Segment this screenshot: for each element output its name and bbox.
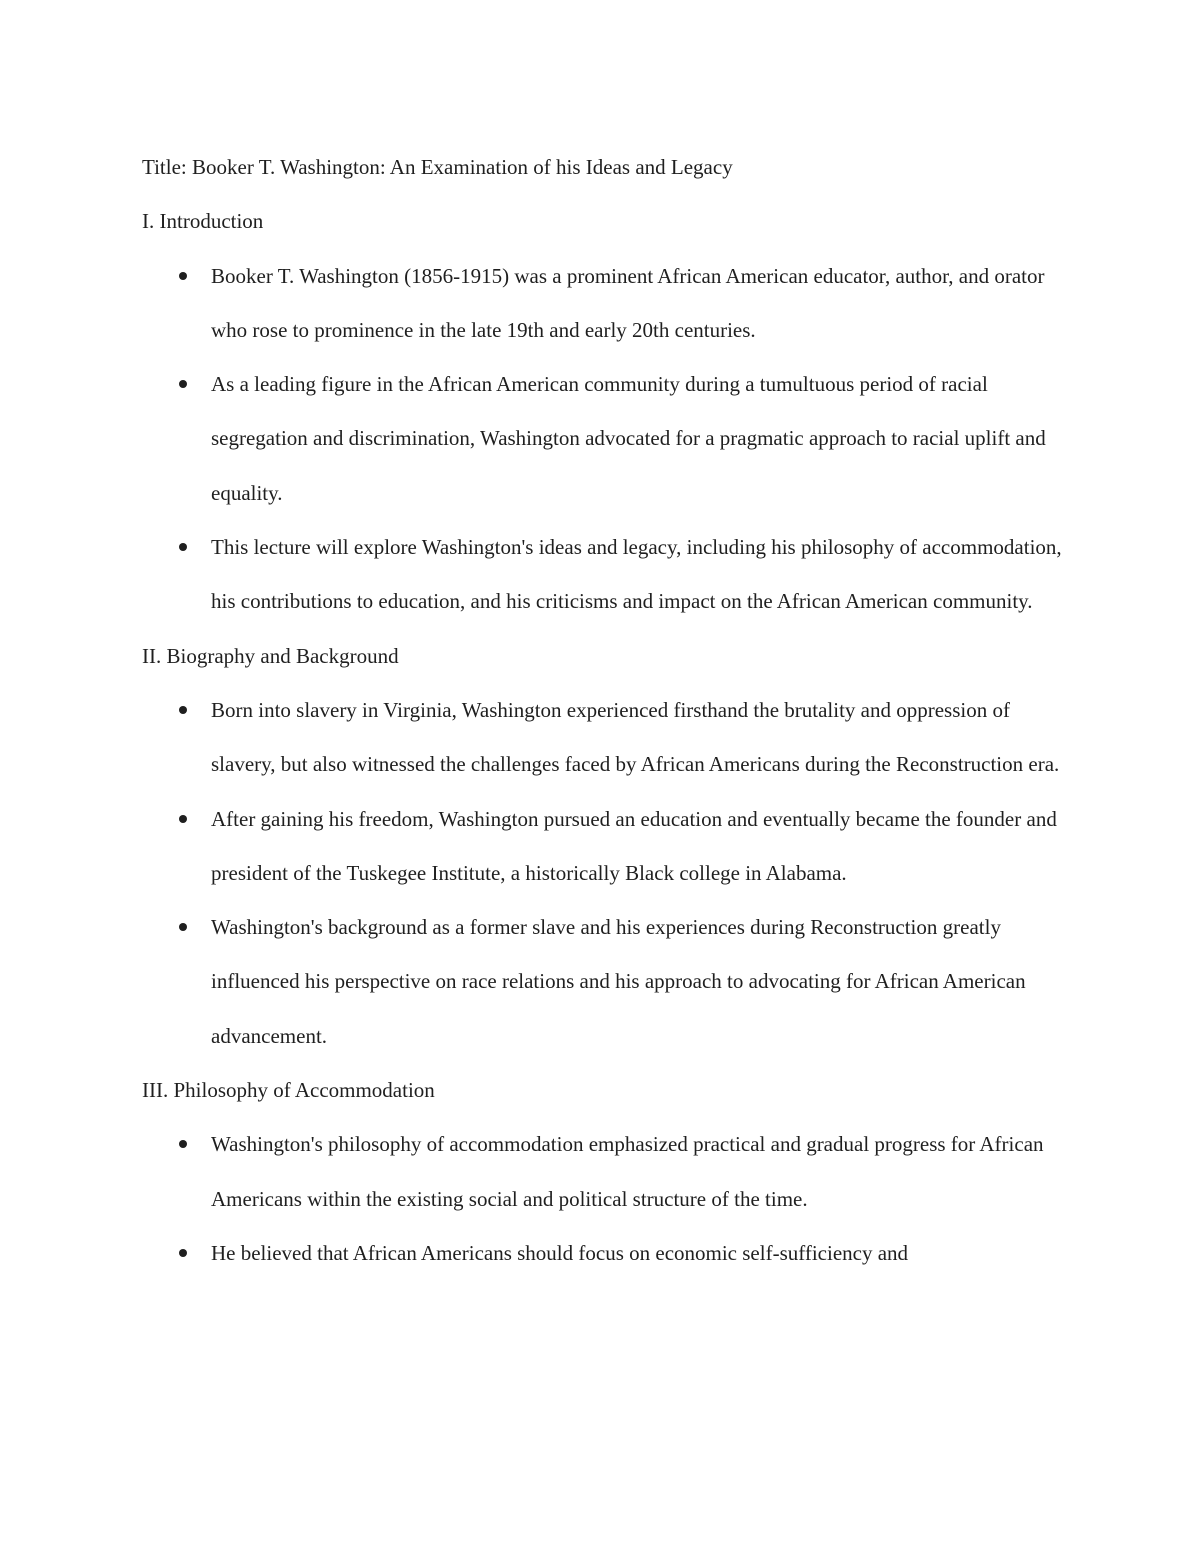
bullet-icon	[179, 543, 187, 551]
list-item-text: As a leading figure in the African American community during a tumultuous period of racial segregation and discrimination, Washington advocated for a pragmatic approach to racial uplift and equality.	[211, 372, 1046, 505]
list-item-text: Washington's background as a former slave and his experiences during Reconstruction greatly influenced his perspective on race relations and his approach to advocating for African American advancement.	[211, 915, 1026, 1048]
bullet-icon	[179, 272, 187, 280]
section-biography	[142, 629, 1062, 1063]
bullet-icon	[179, 815, 187, 823]
bullet-list	[142, 683, 1062, 1063]
list-item	[142, 1226, 1062, 1280]
list-item	[142, 1117, 1062, 1226]
list-item-text: After gaining his freedom, Washington pursued an education and eventually became the founder and president of the Tuskegee Institute, a historically Black college in Alabama.	[211, 806, 1057, 885]
section-heading: III. Philosophy of Accommodation	[142, 1078, 435, 1103]
list-item-text: He believed that African Americans should focus on economic self-sufficiency and	[211, 1240, 909, 1265]
section-philosophy	[142, 1063, 1062, 1280]
list-item	[142, 792, 1062, 901]
section-introduction	[142, 194, 1062, 628]
document-title: Title: Booker T. Washington: An Examination of his Ideas and Legacy	[142, 155, 733, 179]
bullet-icon	[179, 1140, 187, 1148]
list-item	[142, 520, 1062, 629]
section-heading: I. Introduction	[142, 209, 264, 234]
list-item	[142, 357, 1062, 520]
list-item	[142, 900, 1062, 1063]
bullet-icon	[179, 1249, 187, 1257]
list-item	[142, 249, 1062, 358]
section-heading: II. Biography and Background	[142, 643, 399, 668]
list-item-text: This lecture will explore Washington's ideas and legacy, including his philosophy of accommodation, his contributions to education, and his criticisms and impact on the African American community.	[211, 535, 1062, 614]
list-item-text: Washington's philosophy of accommodation emphasized practical and gradual progress for African Americans within the existing social and political structure of the time.	[211, 1132, 1044, 1211]
bullet-list	[142, 1117, 1062, 1280]
bullet-list	[142, 249, 1062, 629]
document-body	[142, 140, 1062, 1280]
bullet-icon	[179, 923, 187, 931]
list-item	[142, 683, 1062, 792]
list-item-text: Booker T. Washington (1856-1915) was a prominent African American educator, author, and orator who rose to prominence in the late 19th and early 20th centuries.	[211, 263, 1045, 342]
list-item-text: Born into slavery in Virginia, Washington experienced firsthand the brutality and oppression of slavery, but also witnessed the challenges faced by African Americans during the Reconstruction era.	[211, 697, 1060, 777]
bullet-icon	[179, 380, 187, 388]
bullet-icon	[179, 706, 187, 714]
